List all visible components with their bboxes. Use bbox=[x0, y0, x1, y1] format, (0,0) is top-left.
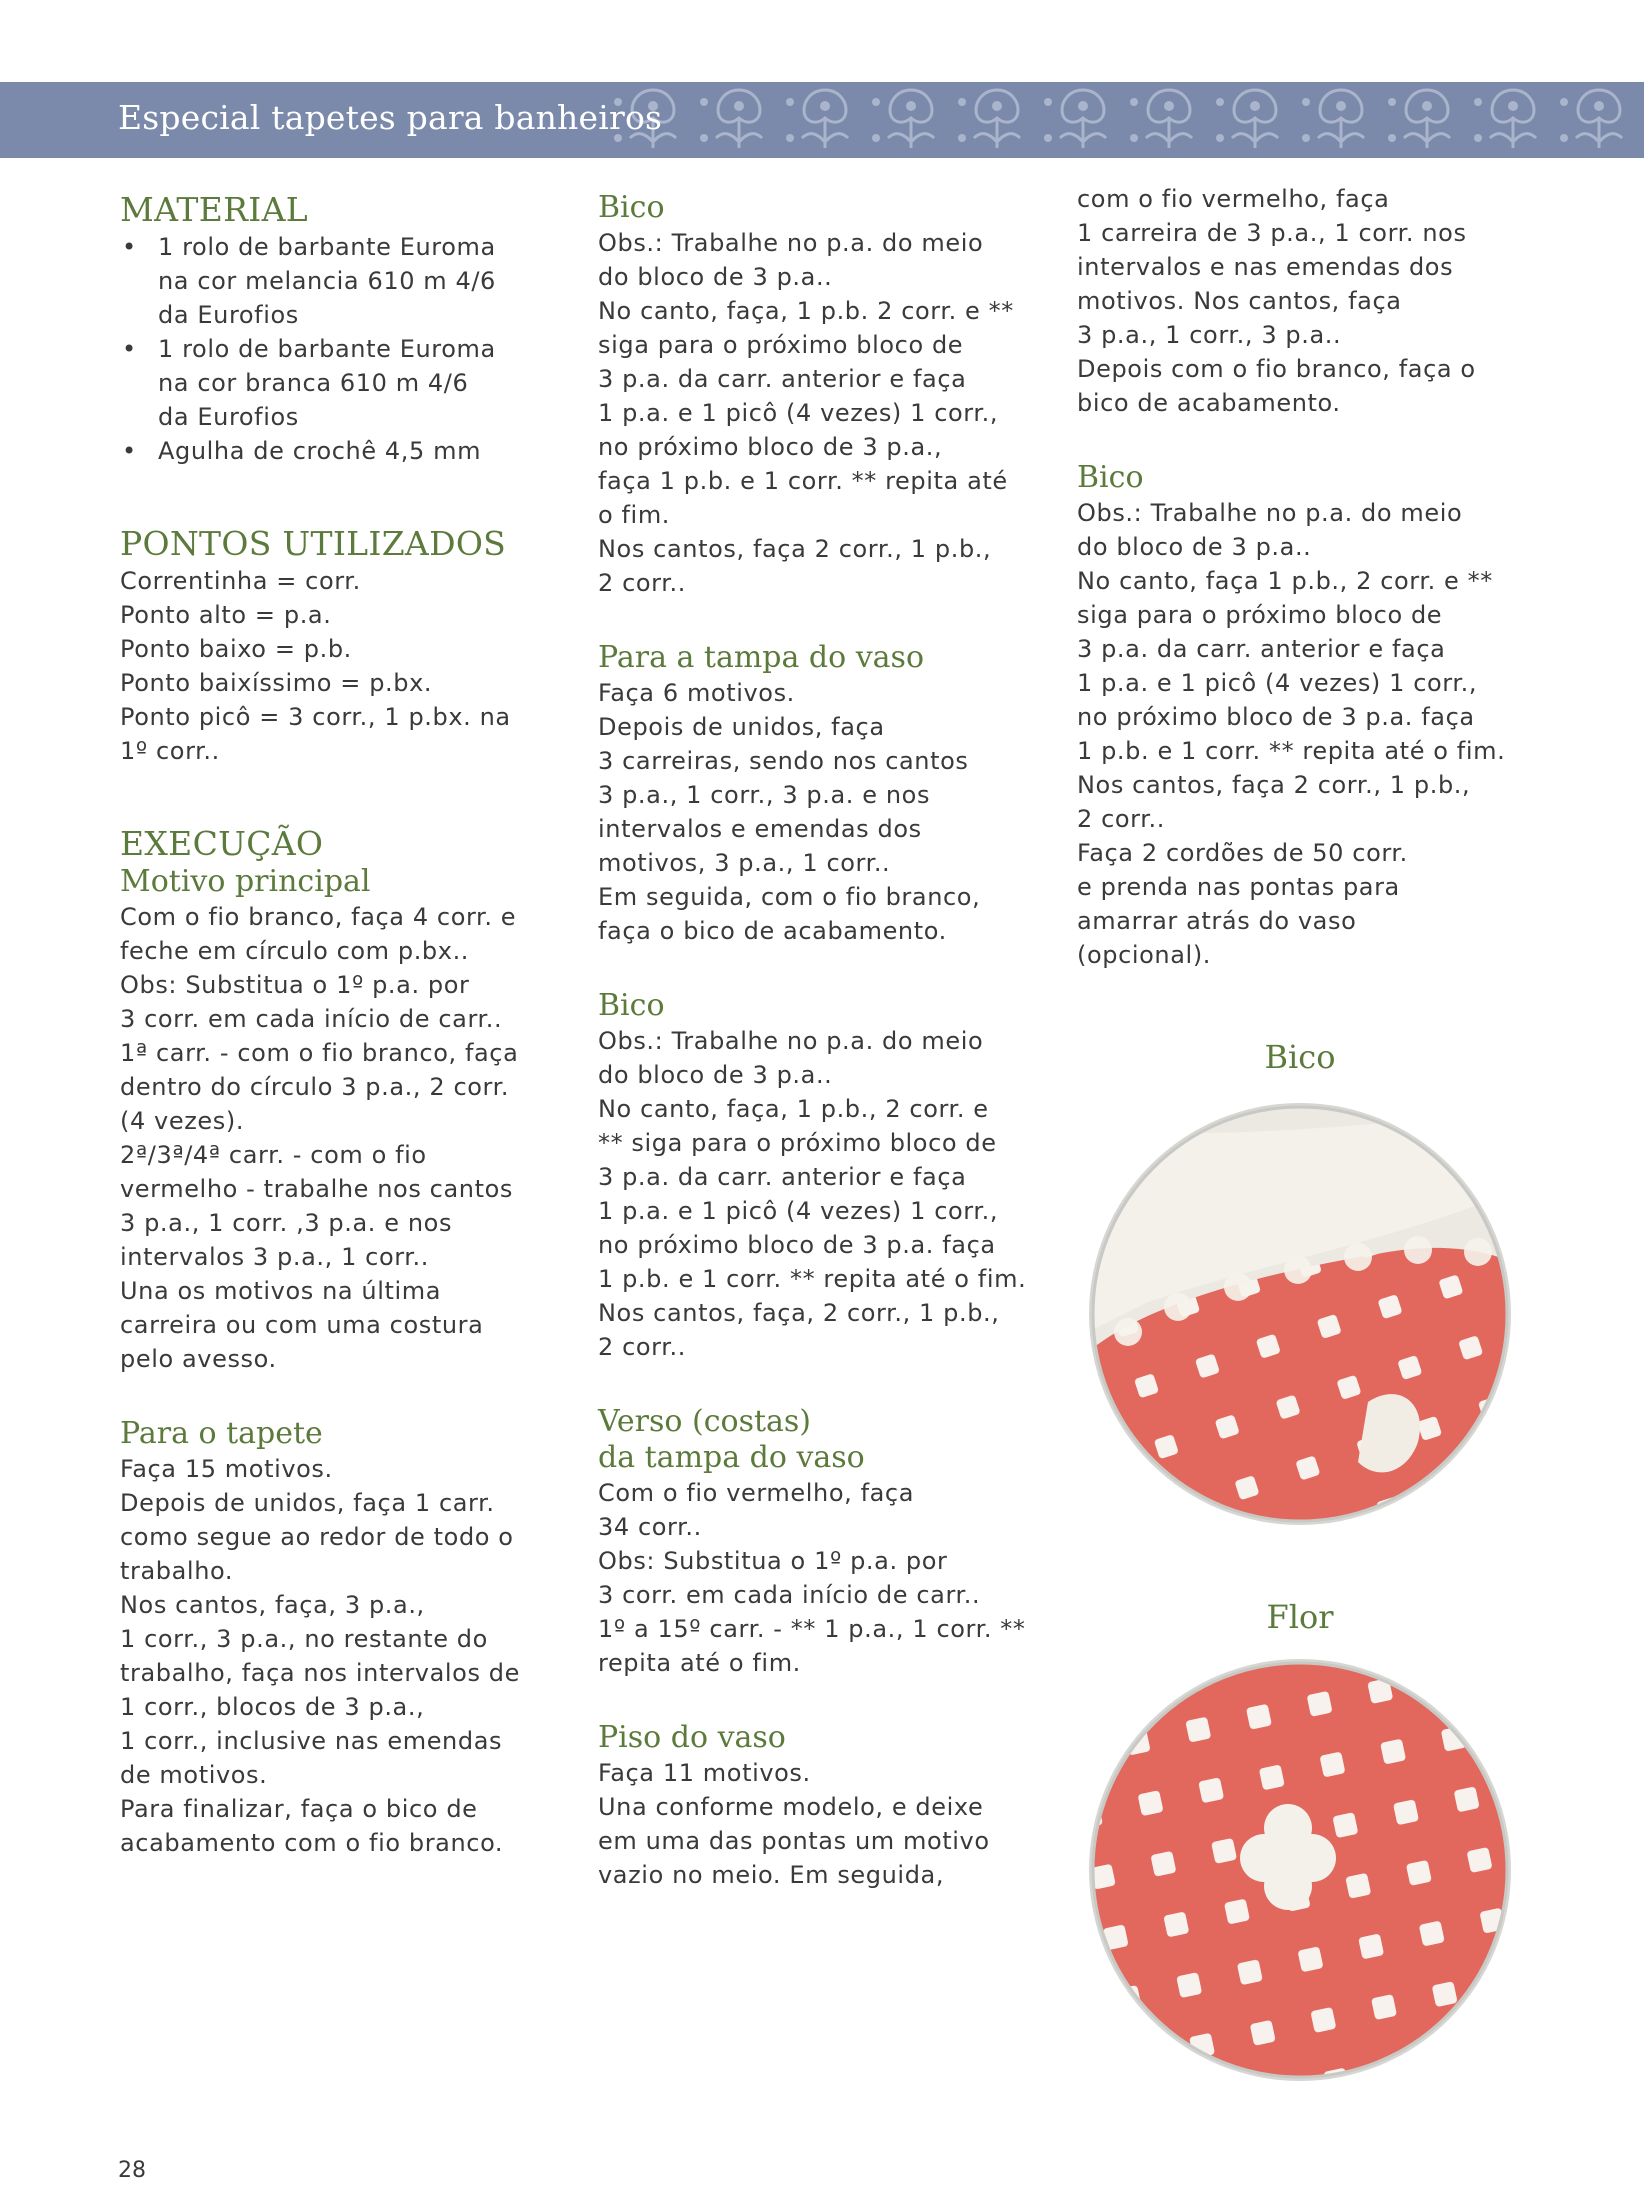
tapete-heading: Para o tapete bbox=[120, 1416, 323, 1451]
header-title: Especial tapetes para banheiros bbox=[118, 98, 663, 137]
tampa-text: Faça 6 motivos. Depois de unidos, faça 3 carreiras, sendo nos cantos 3 p.a., 1 corr., 3 p.a. e nos intervalos e emendas dos motivos, 3 p.a., 1 corr.. Em seguida, com o fio branco, faça o bico de acabamento. bbox=[598, 679, 981, 945]
bico-photo bbox=[1088, 1102, 1512, 1526]
tampa-heading: Para a tampa do vaso bbox=[598, 640, 925, 675]
material-list bbox=[120, 230, 570, 468]
photo-label-flor: Flor bbox=[1266, 1598, 1334, 1636]
bico-heading: Bico bbox=[598, 988, 665, 1023]
execucao-heading: EXECUÇÃO bbox=[120, 824, 324, 863]
column-right bbox=[1077, 185, 1532, 972]
bico-text: Obs.: Trabalhe no p.a. do meio do bloco de 3 p.a.. No canto, faça, 1 p.b., 2 corr. e ** siga para o próximo bloco de 3 p.a. da carr. anterior e faça 1 p.a. e 1 picô (4 vezes) 1 corr., no próximo bloco de 3 p.a. faça 1 p.b. e 1 corr. ** repita até o fim. Nos cantos, faça, 2 corr., 1 p.b., 2 corr.. bbox=[598, 1027, 1027, 1361]
piso-heading: Piso do vaso bbox=[598, 1720, 786, 1755]
bico-heading: Bico bbox=[598, 190, 665, 225]
column-middle bbox=[598, 190, 1050, 1892]
piso-text: Faça 11 motivos. Una conforme modelo, e deixe em uma das pontas um motivo vazio no meio. Em seguida, bbox=[598, 1759, 990, 1889]
bico-heading: Bico bbox=[1077, 460, 1144, 495]
motivo-principal-text: Com o fio branco, faça 4 corr. e feche em círculo com p.bx.. Obs: Substitua o 1º p.a. por 3 corr. em cada início de carr.. 1ª carr. - com o fio branco, faça dentro do círculo 3 p.a., 2 corr. (4 vezes). 2ª/3ª/4ª carr. - com o fio vermelho - trabalhe nos cantos 3 p.a., 1 corr. ,3 p.a. e nos intervalos 3 p.a., 1 corr.. Una os motivos na última carreira ou com uma costura pelo avesso. bbox=[120, 903, 519, 1373]
page-number: 28 bbox=[118, 2158, 146, 2183]
bico-text: Obs.: Trabalhe no p.a. do meio do bloco de 3 p.a.. No canto, faça, 1 p.b. 2 corr. e ** siga para o próximo bloco de 3 p.a. da carr. anterior e faça 1 p.a. e 1 picô (4 vezes) 1 corr., no próximo bloco de 3 p.a., faça 1 p.b. e 1 corr. ** repita até o fim. Nos cantos, faça 2 corr., 1 p.b., 2 corr.. bbox=[598, 229, 1014, 597]
continuation-text: com o fio vermelho, faça 1 carreira de 3 p.a., 1 corr. nos intervalos e nas emendas dos motivos. Nos cantos, faça 3 p.a., 1 corr., 3 p.a.. Depois com o fio branco, faça o bico de acabamento. bbox=[1077, 185, 1476, 417]
verso-heading bbox=[598, 1404, 1050, 1476]
tapete-text: Faça 15 motivos. Depois de unidos, faça 1 carr. como segue ao redor de todo o trabalho. Nos cantos, faça, 3 p.a., 1 corr., 3 p.a., no restante do trabalho, faça nos intervalos de 1 corr., blocos de 3 p.a., 1 corr., inclusive nas emendas de motivos. Para finalizar, faça o bico de acabamento com o fio branco. bbox=[120, 1455, 520, 1857]
pontos-text: Correntinha = corr. Ponto alto = p.a. Ponto baixo = p.b. Ponto baixíssimo = p.bx. Ponto picô = 3 corr., 1 p.bx. na 1º corr.. bbox=[120, 567, 511, 765]
verso-heading-line1: Verso (costas) bbox=[598, 1404, 812, 1439]
material-item: • 1 rolo de barbante Euroma na cor branca 610 m 4/6 da Eurofios bbox=[120, 332, 570, 434]
header-banner bbox=[0, 82, 1644, 158]
damask-pattern bbox=[610, 82, 1644, 158]
verso-text: Com o fio vermelho, faça 34 corr.. Obs: Substitua o 1º p.a. por 3 corr. em cada início de carr.. 1º a 15º carr. - ** 1 p.a., 1 corr. ** repita até o fim. bbox=[598, 1479, 1026, 1677]
material-item: • Agulha de crochê 4,5 mm bbox=[120, 434, 570, 468]
flor-photo bbox=[1088, 1658, 1512, 2082]
material-item: • 1 rolo de barbante Euroma na cor melancia 610 m 4/6 da Eurofios bbox=[120, 230, 570, 332]
photo-label-bico: Bico bbox=[1264, 1038, 1336, 1076]
pontos-heading: PONTOS UTILIZADOS bbox=[120, 524, 507, 563]
motivo-principal-heading: Motivo principal bbox=[120, 864, 371, 899]
column-left bbox=[120, 190, 570, 1860]
material-heading: MATERIAL bbox=[120, 190, 308, 229]
bico-text: Obs.: Trabalhe no p.a. do meio do bloco de 3 p.a.. No canto, faça 1 p.b., 2 corr. e ** siga para o próximo bloco de 3 p.a. da carr. anterior e faça 1 p.a. e 1 picô (4 vezes) 1 corr., no próximo bloco de 3 p.a. faça 1 p.b. e 1 corr. ** repita até o fim. Nos cantos, faça 2 corr., 1 p.b., 2 corr.. Faça 2 cordões de 50 corr. e prenda nas pontas para amarrar atrás do vaso (opcional). bbox=[1077, 499, 1506, 969]
verso-heading-line2: da tampa do vaso bbox=[598, 1440, 865, 1475]
